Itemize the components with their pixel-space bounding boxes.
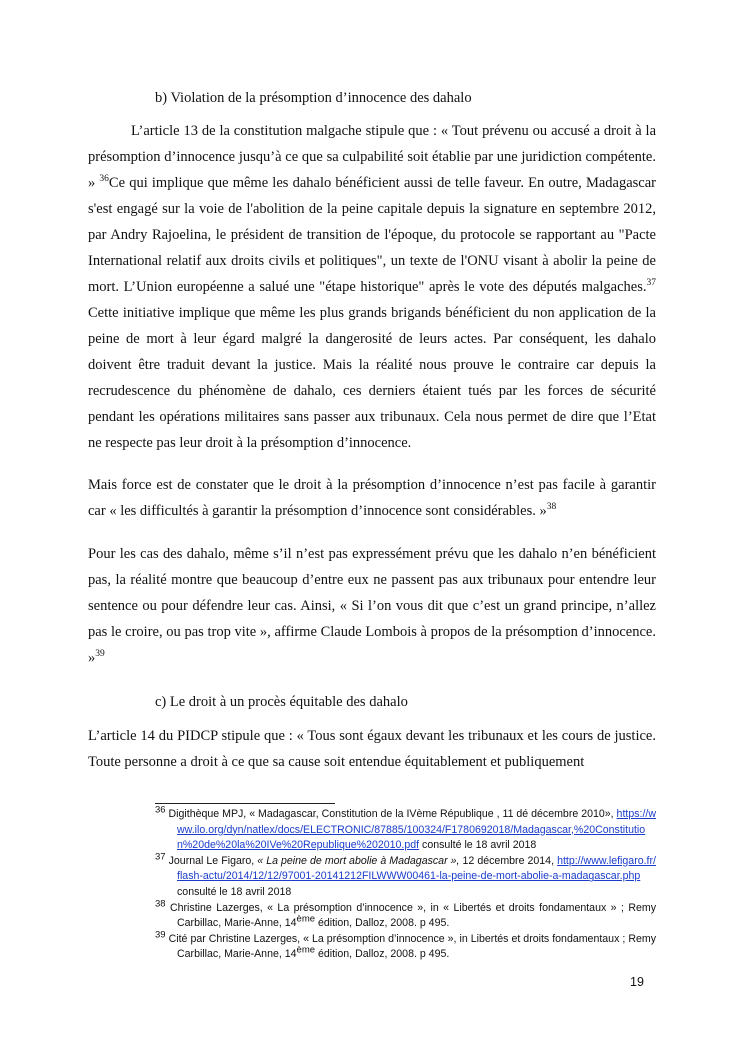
superscript: ème xyxy=(296,944,316,956)
superscript: ème xyxy=(296,913,316,925)
footnote-text: Journal Le Figaro, xyxy=(165,854,258,867)
paragraph-text: Ce qui implique que même les dahalo bénéficient aussi de telle faveur. En outre, Madagascar s'est engagé sur la voie de l'abolition de la peine capitale depuis la signature en septembre 2012, par Andry Rajoelina, le président de transition de l'époque, du protocole se rapportant au "Pacte International relatif aux droits civils et politiques", un texte de l'ONU visant à abolir la peine de mort. L’Union européenne a salué une "étape historique" après le vote des députés malgaches. xyxy=(88,175,657,295)
footnote-separator xyxy=(155,803,335,804)
footnote-37 xyxy=(155,851,656,901)
section-b-heading: b) Violation de la présomption d’innocence des dahalo xyxy=(155,90,472,106)
footnote-ref-39[interactable]: 39 xyxy=(95,649,105,660)
footnote-36 xyxy=(155,804,656,854)
footnote-number: 36 xyxy=(155,804,166,816)
footnote-text: 12 décembre 2014, xyxy=(459,854,558,867)
section-b-paragraph-3 xyxy=(88,541,656,671)
footnote-italic-title: « La peine de mort abolie à Madagascar », xyxy=(257,854,460,867)
footnote-text: édition, Dalloz, 2008. p 495. xyxy=(315,948,450,961)
footnote-ref-36[interactable]: 36 xyxy=(99,174,109,185)
section-b-paragraph-1 xyxy=(88,118,656,456)
footnote-number: 37 xyxy=(155,851,166,863)
paragraph-text: Cette initiative implique que même les plus grands brigands bénéficient du non application de la peine de mort à leur égard malgré la dangerosité de leurs actes. Par conséquent, les dahalo doivent être traduit devant la justice. Mais la réalité nous prouve le contraire car depuis la recrudescence du phénomène de dahalo, ces derniers étaient tués par les forces de sécurité pendant les opérations militaires sans passer aux tribunaux. Cela nous permet de dire que l’Etat ne respecte pas leur droit à la présomption d’innocence. xyxy=(88,305,656,451)
footnote-text: édition, Dalloz, 2008. p 495. xyxy=(315,917,450,930)
paragraph-text: Mais force est de constater que le droit à la présomption d’innocence n’est pas facile à garantir car « les difficultés à garantir la présomption d’innocence sont considérables. » xyxy=(88,477,656,519)
footnote-text: consulté le 18 avril 2018 xyxy=(419,839,537,852)
paragraph-text: L’article 13 de la constitution malgache stipule que : « Tout prévenu ou accusé a droit à la présomption d’innocence jusqu’à ce que sa culpabilité soit établie par une juridiction compétente. » xyxy=(88,123,656,191)
footnote-text: Christine Lazerges, « La présomption d’innocence », in « Libertés et droits fondamentaux » ; Remy Carbillac, Marie-Anne, 14 xyxy=(165,901,656,930)
footnote-text: consulté le 18 avril 2018 xyxy=(177,885,292,898)
footnote-text: Digithèque MPJ, « Madagascar, Constitution de la IVème République , 11 dé décembre 2010», xyxy=(165,808,617,820)
footnote-39 xyxy=(155,929,656,963)
footnote-number: 38 xyxy=(155,898,166,910)
footnote-37-link[interactable]: http://www.lefigaro.fr/flash-actu/2014/12/12/97001-20141212FILWWW00461-la-peine-de-mort-abolie-a-madagascar.php xyxy=(177,854,656,883)
paragraph-text: Pour les cas des dahalo, même s’il n’est pas expressément prévu que les dahalo n’en bénéficient pas, la réalité montre que beaucoup d’entre eux ne passent pas aux tribunaux pour entendre leur sentence ou pour défendre leur cas. Ainsi, « Si l’on vous dit que c’est un grand principe, n’allez pas le croire, ou pas trop vite », affirme Claude Lombois à propos de la présomption d’innocence. » xyxy=(88,546,656,666)
section-c-heading: c) Le droit à un procès équitable des dahalo xyxy=(155,694,408,710)
footnote-ref-38[interactable]: 38 xyxy=(546,502,557,513)
page-number: 19 xyxy=(630,975,644,989)
footnote-36-link[interactable]: https://www.ilo.org/dyn/natlex/docs/ELECTRONIC/87885/100324/F1780692018/Madagascar,%20Constitution%20de%20la%20IVe%20Republique%202010.pdf xyxy=(177,808,656,852)
section-c-paragraph-1: L’article 14 du PIDCP stipule que : « Tous sont égaux devant les tribunaux et les cours de justice. Toute personne a droit à ce que sa cause soit entendue équitablement et publiquement xyxy=(88,728,656,770)
section-b-paragraph-2 xyxy=(88,472,656,524)
footnote-number: 39 xyxy=(155,929,166,941)
footnote-ref-37[interactable]: 37 xyxy=(646,278,656,289)
footnotes xyxy=(155,804,656,963)
footnote-38 xyxy=(155,898,656,932)
footnote-text: Cité par Christine Lazerges, « La présomption d’innocence », in Libertés et droits fondamentaux ; Remy Carbillac, Marie-Anne, 14 xyxy=(165,932,656,961)
